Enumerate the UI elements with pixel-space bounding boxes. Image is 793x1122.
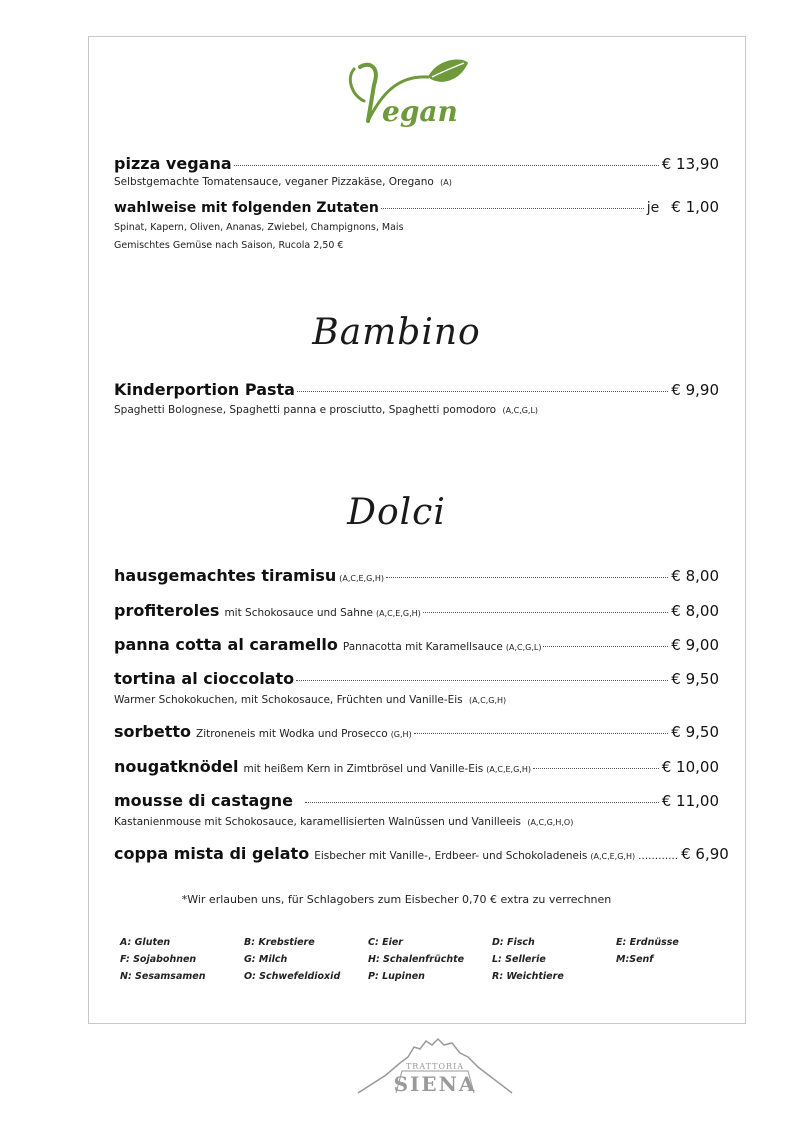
item-name: nougatknödel	[114, 757, 239, 776]
item-name: wahlweise mit folgenden Zutaten	[114, 200, 379, 216]
item-price: € 1,00	[671, 198, 719, 216]
item-inline-description: Pannacotta mit Karamellsauce	[342, 641, 503, 653]
leader-dots	[423, 612, 669, 613]
allergen-codes: (A,C,G,H,O)	[527, 818, 574, 827]
leader-dots	[386, 577, 668, 578]
description-text: Kastanienmouse mit Schokosauce, karamellisierten Walnüssen und Vanilleeis	[114, 816, 521, 828]
item-description	[114, 176, 452, 188]
item-name: sorbetto	[114, 722, 191, 741]
allergen-entry: B: Krebstiere	[244, 937, 315, 948]
vegan-logo	[340, 55, 470, 130]
menu-item-profiteroles	[114, 601, 719, 620]
menu-item-panna-cotta	[114, 635, 719, 654]
leader-dots: …………	[638, 851, 679, 862]
item-description	[114, 694, 506, 706]
leader-dots	[297, 391, 668, 392]
item-inline-description: Eisbecher mit Vanille-, Erdbeer- und Schokoladeneis	[314, 850, 588, 862]
menu-item-sorbetto	[114, 722, 719, 741]
vegan-logo-text: egan	[382, 95, 458, 128]
item-name: tortina al cioccolato	[114, 669, 295, 688]
description-text: Warmer Schokokuchen, mit Schokosauce, Früchten und Vanille-Eis	[114, 694, 463, 706]
allergen-entry: C: Eier	[368, 937, 403, 948]
item-price: € 9,50	[671, 723, 719, 741]
allergen-codes: (A,C,E,G,H)	[590, 852, 636, 861]
item-price: € 9,90	[671, 381, 719, 399]
allergen-codes: (A,C,E,G,H)	[339, 574, 384, 583]
item-name: mousse di castagne	[114, 791, 293, 810]
item-description	[114, 404, 538, 416]
allergen-entry: N: Sesamsamen	[120, 971, 206, 982]
leader-dots	[305, 802, 659, 803]
menu-item-tortina	[114, 669, 719, 688]
topping-list-extra: Gemischtes Gemüse nach Saison, Rucola 2,50 €	[114, 240, 344, 251]
item-name: profiteroles	[114, 601, 220, 620]
allergen-codes: (A,C,E,G,H)	[376, 609, 421, 618]
allergen-entry: E: Erdnüsse	[616, 937, 679, 948]
whipped-cream-note: *Wir erlauben uns, für Schlagobers zum Eisbecher 0,70 € extra zu verrechnen	[181, 893, 612, 906]
leader-dots	[234, 165, 659, 166]
menu-item-pizza-vegana	[114, 154, 719, 173]
section-title-bambino: Bambino	[312, 312, 481, 353]
item-price: € 8,00	[671, 567, 719, 585]
item-inline-description: mit Schokosauce und Sahne	[224, 607, 373, 619]
item-name: pizza vegana	[114, 154, 232, 173]
allergen-entry: O: Schwefeldioxid	[244, 971, 341, 982]
allergen-entry: L: Sellerie	[492, 954, 546, 965]
item-price: € 6,90	[681, 845, 729, 863]
item-name: panna cotta al caramello	[114, 635, 338, 654]
topping-list: Spinat, Kapern, Oliven, Ananas, Zwiebel, Champignons, Mais	[114, 222, 404, 233]
item-inline-description: Zitroneneis mit Wodka und Prosecco	[196, 728, 388, 740]
footer-logo-line1: TRATTORIA	[405, 1062, 465, 1071]
item-price: € 9,50	[671, 670, 719, 688]
item-price: € 9,00	[671, 636, 719, 654]
allergen-codes: (A,C,G,L)	[505, 643, 542, 652]
price-per-unit: je	[646, 200, 660, 216]
item-price: € 13,90	[661, 155, 719, 173]
allergen-entry: D: Fisch	[492, 937, 535, 948]
allergen-codes: (A,C,G,H)	[469, 696, 507, 705]
item-inline-description: mit heißem Kern in Zimtbrösel und Vanille-Eis	[243, 763, 484, 775]
leader-dots	[414, 733, 669, 734]
description-text: Selbstgemachte Tomatensauce, veganer Pizzakäse, Oregano	[114, 176, 434, 188]
item-name: coppa mista di gelato	[114, 844, 310, 863]
allergen-entry: R: Weichtiere	[492, 971, 564, 982]
allergen-entry: M:Senf	[616, 954, 654, 965]
leader-dots	[381, 208, 644, 209]
allergen-codes: (A,C,G,L)	[502, 406, 539, 415]
allergen-legend	[120, 937, 720, 982]
allergen-entry: G: Milch	[244, 954, 288, 965]
menu-item-extra-toppings	[114, 198, 719, 216]
menu-item-nougatknoedel	[114, 757, 719, 776]
leader-dots	[543, 646, 668, 647]
section-title-dolci: Dolci	[347, 492, 446, 533]
menu-item-tiramisu	[114, 566, 719, 585]
leader-dots	[296, 680, 668, 681]
allergen-codes: (G,H)	[390, 730, 412, 739]
item-price: € 11,00	[661, 792, 719, 810]
item-name: hausgemachtes tiramisu	[114, 566, 337, 585]
footer-logo-line2: SIENA	[393, 1072, 477, 1096]
menu-item-kinderportion	[114, 380, 719, 399]
leader-dots	[533, 768, 659, 769]
allergen-codes: (A,C,E,G,H)	[486, 765, 531, 774]
description-text: Spaghetti Bolognese, Spaghetti panna e prosciutto, Spaghetti pomodoro	[114, 404, 497, 416]
menu-item-mousse	[114, 791, 719, 810]
item-name: Kinderportion Pasta	[114, 380, 295, 399]
item-price: € 10,00	[661, 758, 719, 776]
allergen-entry: H: Schalenfrüchte	[368, 954, 465, 965]
allergen-entry: A: Gluten	[120, 937, 171, 948]
allergen-entry: P: Lupinen	[368, 971, 425, 982]
item-price: € 8,00	[671, 602, 719, 620]
allergen-entry: F: Sojabohnen	[120, 954, 197, 965]
menu-item-coppa-gelato	[114, 844, 729, 863]
allergen-codes: (A)	[440, 178, 452, 187]
item-description	[114, 816, 573, 828]
trattoria-siena-logo	[356, 1033, 514, 1095]
